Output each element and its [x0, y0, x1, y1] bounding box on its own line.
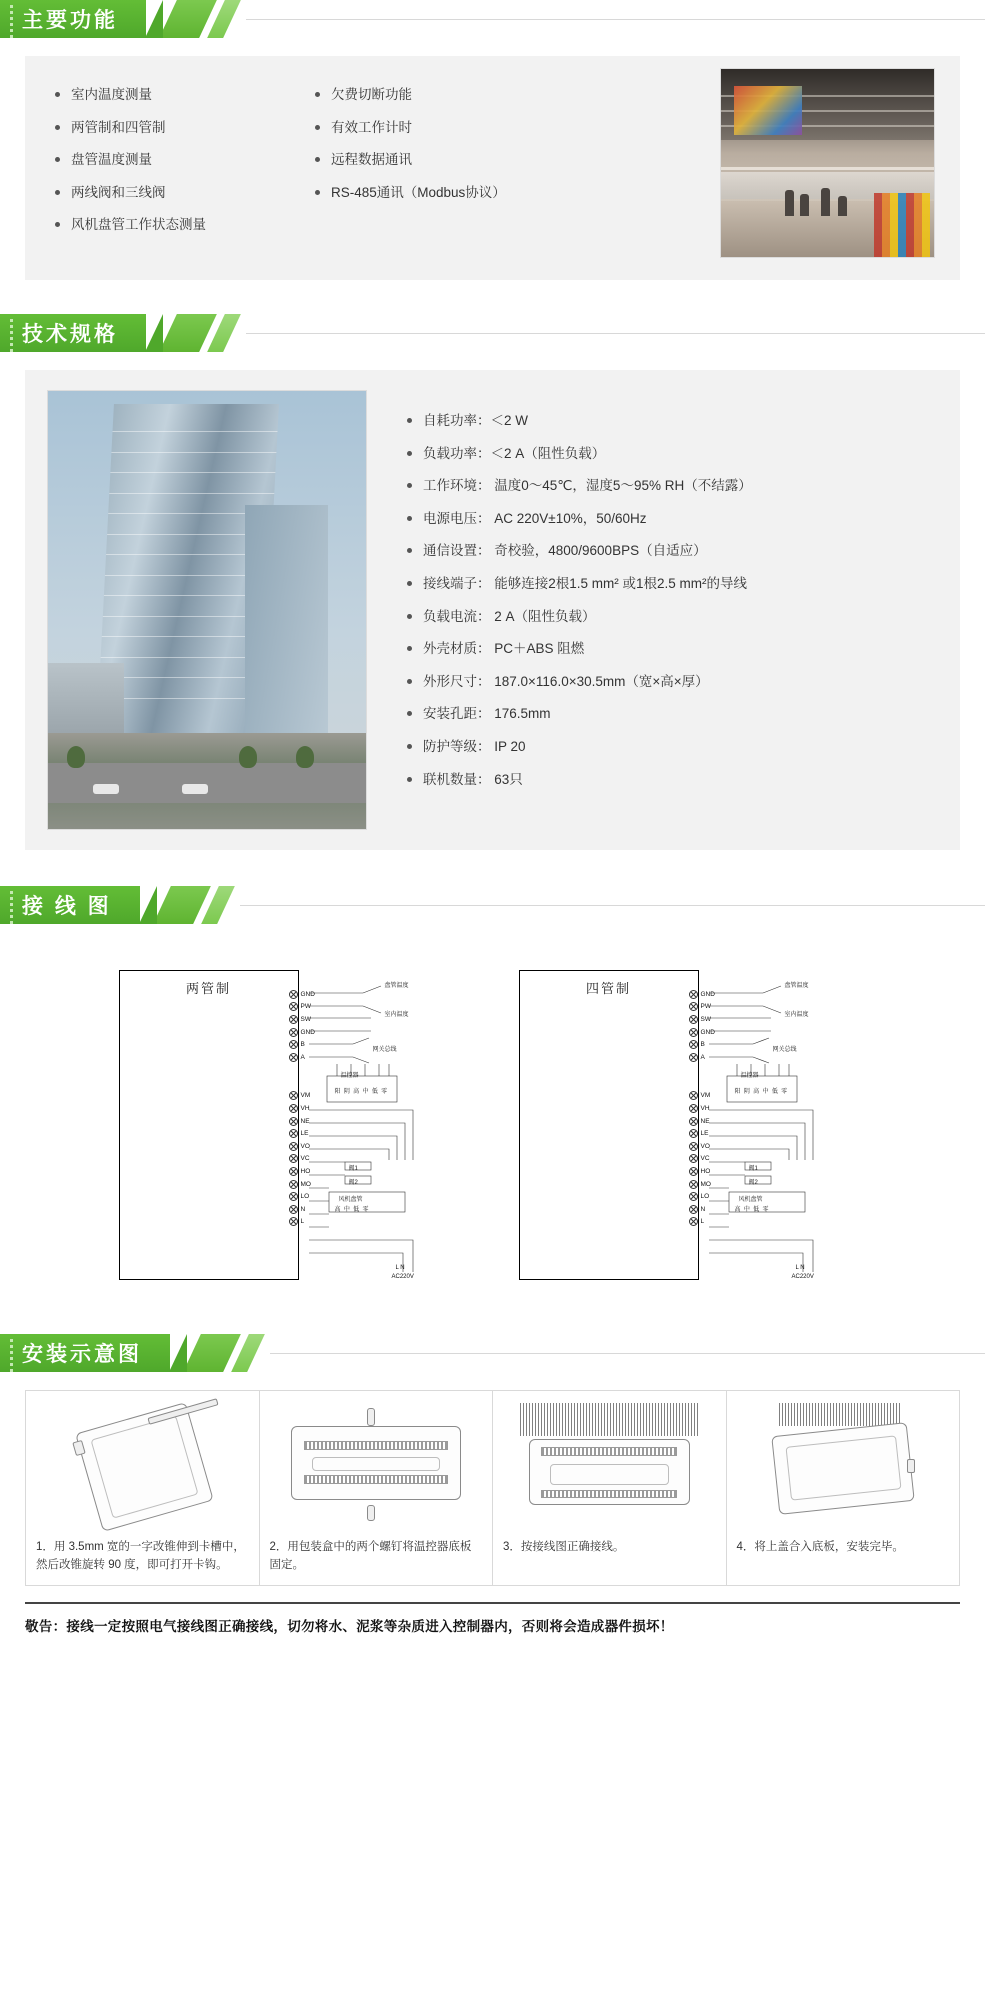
list-item: 负载电流： 2 A（阻性负载）: [407, 606, 940, 639]
features-columns: [25, 78, 720, 258]
install-caption-3: 3．按接线图正确接线。: [503, 1541, 625, 1553]
diagram-title: 两管制: [185, 981, 231, 996]
section-title-install: 安装示意图: [0, 1334, 170, 1372]
terminal-row: L: [289, 1216, 315, 1229]
features-column-2: [315, 78, 555, 258]
list-item: 电源电压： AC 220V±10%，50/60Hz: [407, 508, 940, 541]
wiring-diagram-four-pipe: [513, 960, 873, 1290]
list-item: 自耗功率：＜2 W: [407, 410, 940, 443]
list-item: 风机盘管工作状态测量: [55, 214, 315, 247]
header-rule: [240, 905, 985, 906]
note-coil-temp: 盘管温度: [784, 983, 809, 989]
section-header-spec: [0, 314, 985, 352]
section-title-features: 主要功能: [0, 0, 146, 38]
decor-dots: [10, 316, 20, 350]
section-title-spec: 技术规格: [0, 314, 146, 352]
list-item: 盘管温度测量: [55, 149, 315, 182]
terminal-row: SW: [689, 1013, 715, 1026]
terminal-row: SW: [289, 1013, 315, 1026]
terminal-row: A: [689, 1051, 715, 1064]
note-coil-temp: 盘管温度: [384, 983, 409, 989]
list-item: 有效工作计时: [315, 117, 555, 150]
install-steps: [25, 1390, 960, 1586]
terminal-row: VM: [289, 1090, 315, 1103]
decor-dots: [10, 2, 20, 36]
note-controller: 温控器: [340, 1073, 359, 1079]
note-fancoil: 风机盘管: [338, 1197, 363, 1203]
features-list-1: [55, 84, 315, 247]
terminal-row: B: [689, 1038, 715, 1051]
terminal-row: LO: [289, 1190, 315, 1203]
header-slab-1: [159, 314, 217, 352]
power-value: AC220V: [791, 1274, 814, 1280]
terminal-row: GND: [289, 988, 315, 1001]
power-label: L N: [795, 1265, 805, 1271]
list-item: 负载功率：＜2 A（阻性负载）: [407, 443, 940, 476]
features-list-2: [315, 84, 555, 214]
list-item: 两线阀和三线阀: [55, 182, 315, 215]
terminal-row: PW: [689, 1001, 715, 1014]
note-room-temp: 室内温度: [784, 1012, 809, 1018]
terminal-row: VM: [689, 1090, 715, 1103]
terminal-row: GND: [289, 1026, 315, 1039]
terminal-row: HO: [689, 1165, 715, 1178]
section-header-wiring: [0, 886, 985, 924]
list-item: 欠费切断功能: [315, 84, 555, 117]
terminal-row: LE: [689, 1127, 715, 1140]
list-item: 联机数量： 63只: [407, 769, 940, 802]
terminal-row: NE: [689, 1115, 715, 1128]
features-card: [25, 56, 960, 280]
terminal-row: VO: [689, 1140, 715, 1153]
spec-list: [407, 410, 940, 801]
list-item: 安装孔距： 176.5mm: [407, 703, 940, 736]
decor-dots: [10, 1336, 20, 1370]
terminal-row: PW: [289, 1001, 315, 1014]
fan-label-row: 高 中 低 零: [334, 1207, 369, 1213]
terminal-row: VC: [289, 1153, 315, 1166]
section-header-features: [0, 0, 985, 38]
wiring-diagrams: [25, 946, 960, 1314]
install-illustration-4: [737, 1403, 950, 1531]
section-header-install: [0, 1334, 985, 1372]
list-item: 远程数据通讯: [315, 149, 555, 182]
install-illustration-1: [36, 1403, 249, 1531]
terminal-row: A: [289, 1051, 315, 1064]
install-step-2: [260, 1391, 494, 1585]
header-rule: [246, 333, 985, 334]
mall-photo-art: [721, 69, 934, 257]
terminal-row: N: [689, 1203, 715, 1216]
sensor-label-row: 阳 阴 高 中 低 零: [734, 1089, 788, 1095]
section-title-wiring: 接 线 图: [0, 886, 140, 924]
building-photo-art: [48, 391, 366, 829]
install-caption-2: 2．用包装盒中的两个螺钉将温控器底板固定。: [269, 1541, 472, 1571]
terminal-row: GND: [689, 1026, 715, 1039]
building-photo: [47, 390, 367, 830]
power-value: AC220V: [391, 1274, 414, 1280]
terminal-row: LE: [289, 1127, 315, 1140]
note-room-temp: 室内温度: [384, 1012, 409, 1018]
install-step-4: [727, 1391, 960, 1585]
note-valve-2: 阀2: [348, 1180, 358, 1186]
terminal-row: VH: [289, 1102, 315, 1115]
terminal-row: HO: [289, 1165, 315, 1178]
note-bus: 网关总线: [772, 1047, 797, 1053]
terminal-row: N: [289, 1203, 315, 1216]
terminal-row: MO: [289, 1178, 315, 1191]
note-valve-1: 阀1: [748, 1166, 758, 1172]
note-valve-2: 阀2: [748, 1180, 758, 1186]
header-slab-1: [159, 0, 217, 38]
terminal-row: L: [689, 1216, 715, 1229]
list-item: 接线端子： 能够连接2根1.5 mm² 或1根2.5 mm²的导线: [407, 573, 940, 606]
list-item: 工作环境： 温度0～45℃，湿度5～95% RH（不结露）: [407, 475, 940, 508]
warning-text: 敬告：接线一定按照电气接线图正确接线，切勿将水、泥浆等杂质进入控制器内，否则将会造成器件损坏！: [25, 1602, 960, 1635]
wiring-diagram-two-pipe: [113, 960, 473, 1290]
spec-card: [25, 370, 960, 850]
header-rule: [246, 19, 985, 20]
terminal-row: VO: [289, 1140, 315, 1153]
header-slab-1: [183, 1334, 241, 1372]
note-valve-1: 阀1: [348, 1166, 358, 1172]
list-item: 外壳材质： PC＋ABS 阻燃: [407, 638, 940, 671]
spec-list-wrap: [367, 370, 960, 850]
diagram-title: 四管制: [585, 981, 631, 996]
features-column-1: [55, 78, 315, 258]
list-item: 室内温度测量: [55, 84, 315, 117]
terminal-row: GND: [689, 988, 715, 1001]
install-caption-4: 4．将上盖合入底板，安装完毕。: [736, 1541, 904, 1553]
install-step-3: [493, 1391, 727, 1585]
install-illustration-2: [270, 1403, 483, 1531]
list-item: 防护等级： IP 20: [407, 736, 940, 769]
install-caption-1: 1．用 3.5mm 宽的一字改锥伸到卡槽中，然后改锥旋转 90 度，即可打开卡钩。: [36, 1541, 245, 1571]
fan-label-row: 高 中 低 零: [734, 1207, 769, 1213]
list-item: 通信设置： 奇校验，4800/9600BPS（自适应）: [407, 540, 940, 573]
terminal-row: LO: [689, 1190, 715, 1203]
list-item: 外形尺寸： 187.0×116.0×30.5mm（宽×高×厚）: [407, 671, 940, 704]
sensor-label-row: 阳 阴 高 中 低 零: [334, 1089, 388, 1095]
mall-photo: [720, 68, 935, 258]
wiring-lines: [113, 960, 473, 1290]
list-item: 两管制和四管制: [55, 117, 315, 150]
terminal-row: B: [289, 1038, 315, 1051]
note-bus: 网关总线: [372, 1047, 397, 1053]
install-illustration-3: [503, 1403, 716, 1531]
wiring-lines: [513, 960, 873, 1290]
decor-dots: [10, 888, 20, 922]
power-label: L N: [395, 1265, 405, 1271]
terminal-row: MO: [689, 1178, 715, 1191]
install-step-1: [26, 1391, 260, 1585]
note-fancoil: 风机盘管: [738, 1197, 763, 1203]
note-controller: 温控器: [740, 1073, 759, 1079]
header-slab-1: [153, 886, 211, 924]
list-item: RS-485通讯（Modbus协议）: [315, 182, 555, 215]
terminal-row: NE: [289, 1115, 315, 1128]
terminal-row: VC: [689, 1153, 715, 1166]
terminal-row: VH: [689, 1102, 715, 1115]
header-rule: [270, 1353, 985, 1354]
